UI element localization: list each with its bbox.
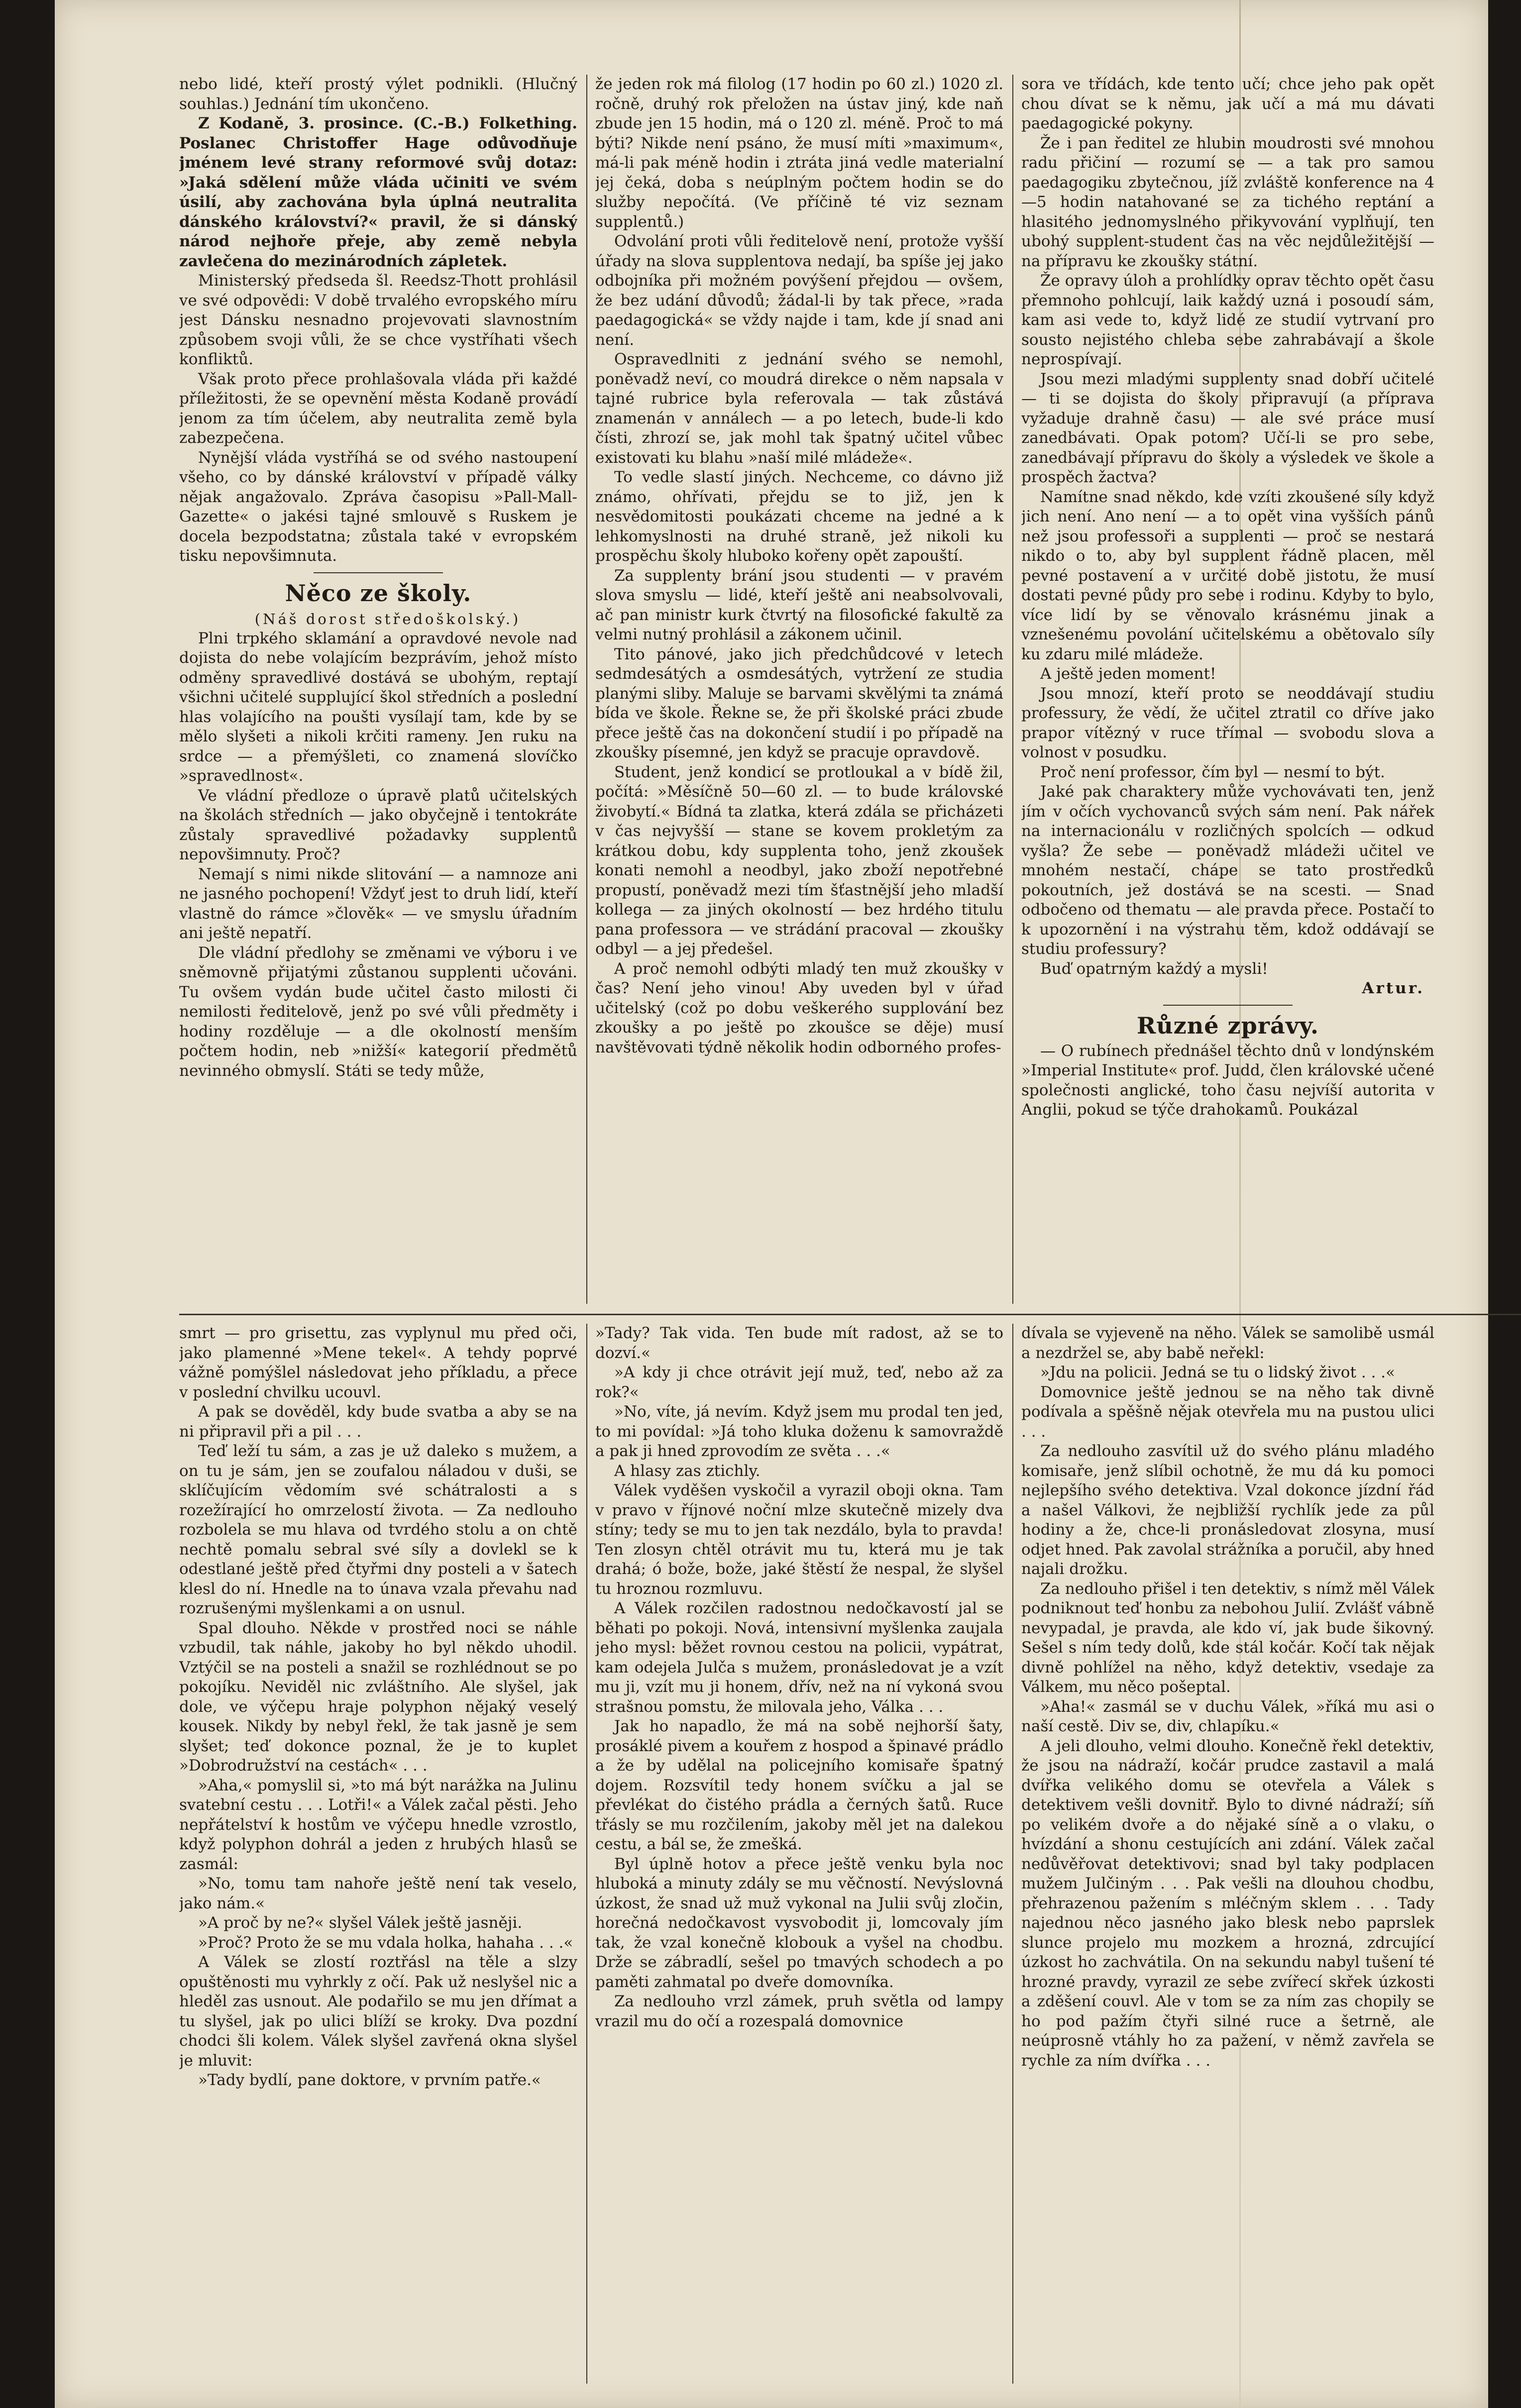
school-article-heading: Něco ze školy. [285, 579, 472, 607]
paragraph: A Válek rozčilen radostnou nedočkavostí jal se běhati po pokoji. Nová, intensivní myšlenka zaujala jeho mysl: běžet rovnou cestou na policii, vypátrat, kam odejela Julča s mužem, pronásledovat je a vzít mu ji, vzít mu ji honem, dřív, než na ní vykoná svou strašnou pomstu, že milovala jeho, Válka . . . [595, 1599, 1003, 1716]
paragraph: Za nedlouho vrzl zámek, pruh světla od lampy vrazil mu do očí a rozespalá domovnice [595, 1992, 1003, 2030]
top-column-2 [595, 75, 1003, 1304]
paragraph: A ještě jeden moment! [1040, 665, 1216, 683]
paragraph: že jeden rok má filolog (17 hodin po 60 zl.) 1020 zl. ročně, druhý rok přeložen na ústav jiný, kde naň zbude jen 15 hodin, má o 120 zl. méně. Proč to má býti? Nikde není psáno, že musí míti »maximum«, má-li pak méně hodin i ztráta jiná vedle materialní jej čeká, doba s neúplným počtem hodin se do služby nepočítá. (Ve příčině té viz seznam supplentů.) [595, 75, 1003, 231]
top-column-3 [1021, 75, 1434, 1304]
section-rule [179, 1314, 1521, 1315]
paragraph: Ve vládní předloze o úpravě platů učitelských na školách středních — jako obyčejně i tentokráte zůstaly spravedlivé požadavky supplentů nepovšimnuty. Proč? [179, 786, 577, 863]
column-rule [586, 1324, 587, 2384]
paragraph: Domovnice ještě jednou se na něho tak divně podívala a spěšně nějak otevřela mu na pustou ulici . . . [1021, 1383, 1434, 1441]
paragraph: dívala se vyjeveně na něho. Válek se samolibě usmál a nezdržel se, aby babě neřekl: [1021, 1324, 1434, 1362]
news-heading: Různé zprávy. [1136, 1012, 1319, 1039]
paragraph: A Válek se zlostí roztřásl na těle a slzy opuštěnosti mu vyhrkly z očí. Pak už neslyšel nic a hleděl zas usnout. Ale podařilo se mu jen dřímat a tu slyšel, jak po ulici blíží se kroky. Dva pozdní chodci šli kolem. Válek slyšel zavřená okna slyšel je mluvit: [179, 1953, 577, 2070]
paragraph: Ospravedlniti z jednání svého se nemohl, poněvadž neví, co moudrá direkce o něm napsala v tajné rubrice byla referovala — tak zůstává znamenán v annálech — a po letech, bude-li kdo čísti, zhrozí se, jak mohl tak špatný učitel vůbec existovati ku blahu »naší milé mládeže«. [595, 350, 1003, 467]
paragraph: Spal dlouho. Někde v prostřed noci se náhle vzbudil, tak náhle, jakoby ho byl někdo uhodil. Vztýčil se na posteli a snažil se rozhlédnout se po pokojíku. Neviděl nic zvláštního. Ale slyšel, jak dole, ve výčepu hraje polyphon nějaký veselý kousek. Nikdy by nebyl řekl, že tak jasně je sem slyšet; teď dokonce poznal, že je to kuplet »Dobrodružství na cestách« . . . [179, 1619, 577, 1775]
paragraph: A proč nemohl odbýti mladý ten muž zkoušky v čas? Není jeho vinou! Aby uveden byl v úřad učitelský (což po dobu veškerého supplování bez zkoušky a po ještě po zkoušce se děje) musí navštěvovati týdně několik hodin odborného profes- [595, 959, 1003, 1056]
paragraph: nebo lidé, kteří prostý výlet podnikli. (Hlučný souhlas.) Jednání tím ukončeno. [179, 75, 577, 113]
paragraph: Plni trpkého sklamání a opravdové nevole nad dojista do nebe volajícím bezprávím, jehož místo odměny spravedlivé dostává se ubohým, reptají všichni učitelé supplující škol středních a poslední hlas volajícího na poušti vysílají tam, kde by se mělo slyšeti a nikoli krčiti rameny. Jen ruku na srdce — a přemýšleti, co znamená slovíčko »spravedlnost«. [179, 629, 577, 785]
paragraph: Byl úplně hotov a přece ještě venku byla noc hluboká a minuty zdály se mu věčností. Nevýslovná úzkost, že snad už muž vykonal na Julii svůj zločin, horečná nedočkavost vysvobodit ji, lomcovaly jím tak, že vzal konečně klobouk a vyšel na chodbu. Drže se zábradlí, sešel po tmavých schodech a po paměti zahmatal po dveře domovníka. [595, 1855, 1003, 1991]
dateline-paragraph: Z Kodaně, 3. prosince. (C.-B.) Folkething. Poslanec Christoffer Hage odůvodňuje jménem levé strany reformové svůj dotaz: »Jaká sdělení může vláda učiniti ve svém úsilí, aby zachována byla úplná neutralita dánského království?« pravil, že si dánský národ nejhoře přeje, aby země nebyla zavlečena do mezinárodních zápletek. [179, 114, 577, 270]
column-rule [586, 75, 587, 1304]
paragraph: sora ve třídách, kde tento učí; chce jeho pak opět chou dívat se k němu, jak učí a má mu dávati paedagogické pokyny. [1021, 75, 1434, 132]
paragraph: Student, jenž kondicí se protloukal a v bídě žil, počítá: »Měsíčně 50—60 zl. — to bude královské živobytí.« Bídná ta zlatka, která zdála se přicházeti v čas nejvyšší — stane se kovem prokletým za krátkou dobu, kdy supplenta toho, jenž zkoušek konati nemohl a neodbyl, jako zboží nepotřebné propustí, poněvadž mezi tím šťastnější jeho mladší kollega — za jiných okolností — bez hrdého titulu pana professora — ve strádání pracoval — zkoušky odbyl — a jej předešel. [595, 763, 1003, 958]
paragraph: Dle vládní předlohy se změnami ve výboru i ve sněmovně přijatými zůstanou supplenti učováni. Tu ovšem vydán bude učitel často milosti či nemilosti ředitelově, jenž po své vůli předměty i hodiny rozděluje — a dle okolností menším počtem hodin, neb »nižší« kategorií předmětů nevinného obmyslí. Státi se tedy může, [179, 943, 577, 1080]
paragraph: »A kdy ji chce otrávit její muž, teď, nebo až za rok?« [595, 1363, 1003, 1401]
top-column-1 [179, 75, 577, 1304]
paragraph: Že i pan ředitel ze hlubin moudrosti své mnohou radu přičiní — rozumí se — a tak pro samou paedagogiku zbytečnou, jíž zvláště konference na 4—5 hodin natahované se za tichého reptání a hlasitého jednomyslného přikyvování vyplňují, ten ubohý supplent-student čas na věc nejdůležitější — na přípravu ke zkoušky státní. [1021, 134, 1434, 270]
section-divider [314, 572, 443, 573]
paragraph: A jeli dlouho, velmi dlouho. Konečně řekl detektiv, že jsou na nádraží, kočár prudce zastavil a malá dvířka velikého domu se otevřela a Válek s detektivem vešli dovnitř. Bylo to divné nádraží; síň po velikém dvoře a do nějaké síně a o vlaku, o hvízdání a shonu cestujících ani zdání. Válek začal nedůvěřovat detektivovi; snad byl taky podplacen mužem Julčiným . . . Pak vešli na dlouhou chodbu, přehrazenou pažením s mléčným sklem . . . Tady najednou něco jasného jako blesk nebo paprslek slunce projelo mu mozkem a hrozná, zdrcující úzkost ho zachvátila. On na sekundu nabyl tušení té hrozné pravdy, vyrazil ze sebe zvířecí skřek úzkosti a zděšení couvl. Ale v tom se za ním zas chopily se ho pod pažím čtyři silné ruce a šetrně, ale neúprosně vtáhly ho za pažení, v němž zavřela se rychle za ním dvířka . . . [1021, 1737, 1434, 2070]
paragraph: Jsou mezi mladými supplenty snad dobří učitelé — ti se dojista do školy připravují (a příprava vyžaduje drahně času) — ale své práce musí zanedbávati. Opak potom? Učí-li se pro sebe, zanedbávají přípravu do školy a výsledek ve škole a prospěch žactva? [1021, 370, 1434, 486]
paragraph: Za nedlouho zasvítil už do svého plánu mladého komisaře, jenž slíbil ochotně, že mu dá ku pomoci nejlepšího svého detektiva. Vzal dokonce jízdní řád a našel Válkovi, že nejbližší rychlík jede za půl hodiny a že, chce-li pronásledovat zlosyna, musí odjet hned. Pak zavolal strážníka a poručil, aby hned najali drožku. [1021, 1442, 1434, 1578]
paragraph: Proč není professor, čím byl — nesmí to být. [1040, 763, 1385, 781]
paragraph: Nynější vláda vystříhá se od svého nastoupení všeho, co by dánské království v případě války nějak angažovalo. Zpráva časopisu »Pall-Mall-Gazette« o jakési tajné smlouvě s Ruskem je docela bezpodstatna; zůstala také v evropském tisku nepovšimnuta. [179, 448, 577, 565]
paragraph: — O rubínech přednášel těchto dnů v londýnském »Imperial Institute« prof. Judd, člen královské učené společnosti anglické, toho času nejvíší autorita v Anglii, pokud se týče drahokamů. Poukázal [1021, 1042, 1434, 1119]
paragraph: Tito pánové, jako jich předchůdcové v letech sedmdesátých a osmdesátých, vytržení ze studia planými sliby. Maluje se barvami skvělými ta známá bída ve škole. Řekne se, že při školské práci zbude přece ještě čas na dokončení studií i po případě na zkoušky písemné, jen když se pracuje opravdově. [595, 645, 1003, 761]
bottom-section [179, 1324, 1521, 2384]
article-signature: Artur. [1362, 979, 1424, 997]
paragraph: Že opravy úloh a prohlídky oprav těchto opět času přemnoho pohlcují, laik každý uzná i posoudí sám, kam asi vede to, když lidé ze studií vytrvaní pro sousto nejistého chleba sebe zahrabávají a škole neprospívají. [1021, 272, 1434, 368]
school-article-subhead: (Náš dorost středoškolský.) [254, 610, 521, 628]
paragraph: Válek vyděšen vyskočil a vyrazil oboji okna. Tam v pravo v říjnové noční mlze skutečně mizely dva stíny; tedy se mu to jen tak nezdálo, byla to pravda! Ten zlosyn chtěl otrávit mu tu, která mu je tak drahá; ó bože, bože, jaké štěstí že nespal, že slyšel tu hroznou rozmluvu. [595, 1481, 1003, 1598]
paragraph: Však proto přece prohlašovala vláda při každé příležitosti, že se opevnění města Kodaně provádí jenom za tím účelem, aby neutralita země byla zabezpečena. [179, 370, 577, 447]
paragraph: »Proč? Proto že se mu vdala holka, hahaha . . .« [198, 1933, 573, 1952]
column-rule [1012, 75, 1013, 1304]
paragraph: Nemají s nimi nikde slitování — a namnoze ani ne jasného pochopení! Vždyť jest to druh lidí, kteří vlastně do rámce »člověk« — ve smyslu úřadním ani ještě nepatří. [179, 865, 577, 942]
paragraph: Jak ho napadlo, že má na sobě nejhorší šaty, prosáklé pivem a kouřem z hospod a špinavé prádlo a že by udělal na policejního komisaře špatný dojem. Rozsvítil tedy honem svíčku a jal se převlékat do čistého prádla a černých šatů. Ruce třásly se mu rozčilením, jakoby měl jet na dalekou cestu, a bál se, že zmešká. [595, 1717, 1003, 1853]
paragraph: smrt — pro grisettu, zas vyplynul mu před oči, jako plamenné »Mene tekel«. A tehdy poprvé vážně pomýšlel následovat jeho příkladu, a přece v poslední chvilku ucouvl. [179, 1324, 577, 1401]
section-divider [1163, 1005, 1293, 1006]
paragraph: »Jdu na policii. Jedná se tu o lidský život . . .« [1040, 1363, 1396, 1381]
paragraph: »Tady bydlí, pane doktore, v prvním patře.« [198, 2071, 541, 2089]
paragraph: »No, tomu tam nahoře ještě není tak veselo, jako nám.« [179, 1875, 577, 1912]
paragraph: »Aha,« pomyslil si, »to má být narážka na Julinu svatební cestu . . . Lotři!« a Válek začal pěsti. Jeho nepřátelství k hostům ve výčepu hnedle vzrostlo, když polyphon dohrál a jeden z hrubých hlasů se zasmál: [179, 1776, 577, 1873]
paragraph: Ministerský předseda šl. Reedsz-Thott prohlásil ve své odpovědi: V době trvalého evropského míru jest Dánsku nesnadno projevovati slavnostním způsobem svoji vůli, že se chce vystříhati všech konfliktů. [179, 272, 577, 368]
newspaper-page [55, 0, 1488, 2408]
paragraph: Za supplenty brání jsou studenti — v pravém slova smyslu — lidé, kteří ještě ani neabsolvovali, ač pan ministr kurk čtvrtý na filosofické fakultě za velmi nutný prohlásil a zákonem učinil. [595, 566, 1003, 643]
paragraph: To vedle slastí jiných. Nechceme, co dávno již známo, ohřívati, přejdu se to již, jen k nesvědomitosti poukázati chceme na jedné a k lehkomyslnosti na druhé straně, jež nikoli ku prospěchu školy hluboko kořeny opět zapouští. [595, 468, 1003, 565]
bottom-column-2 [595, 1324, 1003, 2384]
paragraph: A hlasy zas ztichly. [614, 1462, 760, 1480]
bottom-column-3 [1021, 1324, 1434, 2384]
column-rule [1012, 1324, 1013, 2384]
paragraph: Namítne snad někdo, kde vzíti zkoušené síly když jich není. Ano není — a to opět vina vyšších pánů než jsou professoři a supplenti — proč se nestará nikdo o to, aby byl supplent řádně placen, měl pevné postavení a v určité době jistotu, že musí dostati pevné půdy pro sebe i rodinu. Kdyby to bylo, více lidí by se věnovalo krásnému jinak a vznešenému povolání učitelskému a obětovalo síly ku zdaru milé mládeže. [1021, 488, 1434, 663]
paragraph: Jsou mnozí, kteří proto se neoddávají studiu professury, že vědí, že učitel ztratil co dříve jako prapor vítězný v ruce třímal — svobodu slova a volnost v posudku. [1021, 684, 1434, 761]
bottom-column-1 [179, 1324, 577, 2384]
paragraph: Teď leží tu sám, a zas je už daleko s mužem, a on tu je sám, jen se zoufalou náladou v duši, se sklíčujícím vědomím své schátralosti a s rozežírající ho omrzelostí života. — Za nedlouho rozbolela se mu hlava od tvrdého stolu a on chtě nechtě pomalu sebral své síly a dovlekl se k odestlané ještě před čtyřmi dny posteli a v šatech klesl do ní. Hnedle na to únava vzala převahu nad rozrušenými myšlenkami a on usnul. [179, 1442, 577, 1617]
paragraph: »No, víte, já nevím. Když jsem mu prodal ten jed, to mi povídal: »Já toho kluka doženu k samovraždě a pak ji hned zprovodím ze světa . . .« [595, 1403, 1003, 1460]
paragraph: Odvolání proti vůli ředitelově není, protože vyšší úřady na slova supplentova nedají, ba spíše jej jako odbojníka při možném povýšení přejdou — ovšem, že bez udání důvodů; žádal-li by tak přece, »rada paedagogická« se vždy najde i tam, kde jí snad ani není. [595, 232, 1003, 349]
paragraph: »Tady? Tak vida. Ten bude mít radost, až se to dozví.« [595, 1324, 1003, 1362]
top-section [179, 75, 1521, 1304]
paragraph: Buď opatrným každý a mysli! [1040, 959, 1268, 978]
paragraph: »A proč by ne?« slyšel Válek ještě jasněji. [198, 1914, 523, 1932]
paragraph: Jaké pak charaktery může vychovávati ten, jenž jím v očích vychovanců svých sám není. Pak nářek na internacionálu v rozličných spolcích — odkud vyšla? Že sebe — poněvadž mládeži učitel ve mnohém nestačí, chápe se tato prostředků pokoutních, jež dostává se na scesti. — Snad odbočeno od thematu — ale pravda přece. Postačí to k upozornění i na výstrahu těm, kdož oddávají se studiu professury? [1021, 783, 1434, 958]
paragraph: »Aha!« zasmál se v duchu Válek, »říká mu asi o naší cestě. Div se, div, chlapíku.« [1021, 1697, 1434, 1735]
paragraph: Za nedlouho přišel i ten detektiv, s nímž měl Válek podniknout teď honbu za nebohou Julií. Zvlášť vábně nevypadal, je pravda, ale kdo ví, jak bude šikovný. Sešel s ním tedy dolů, kde stál kočár. Kočí tak nějak divně pohlížel na něho, když detektiv, vsedaje za Válkem, mu něco pošeptal. [1021, 1579, 1434, 1696]
paragraph: A pak se dověděl, kdy bude svatba a aby se na ni připravil při a pil . . . [179, 1403, 577, 1441]
